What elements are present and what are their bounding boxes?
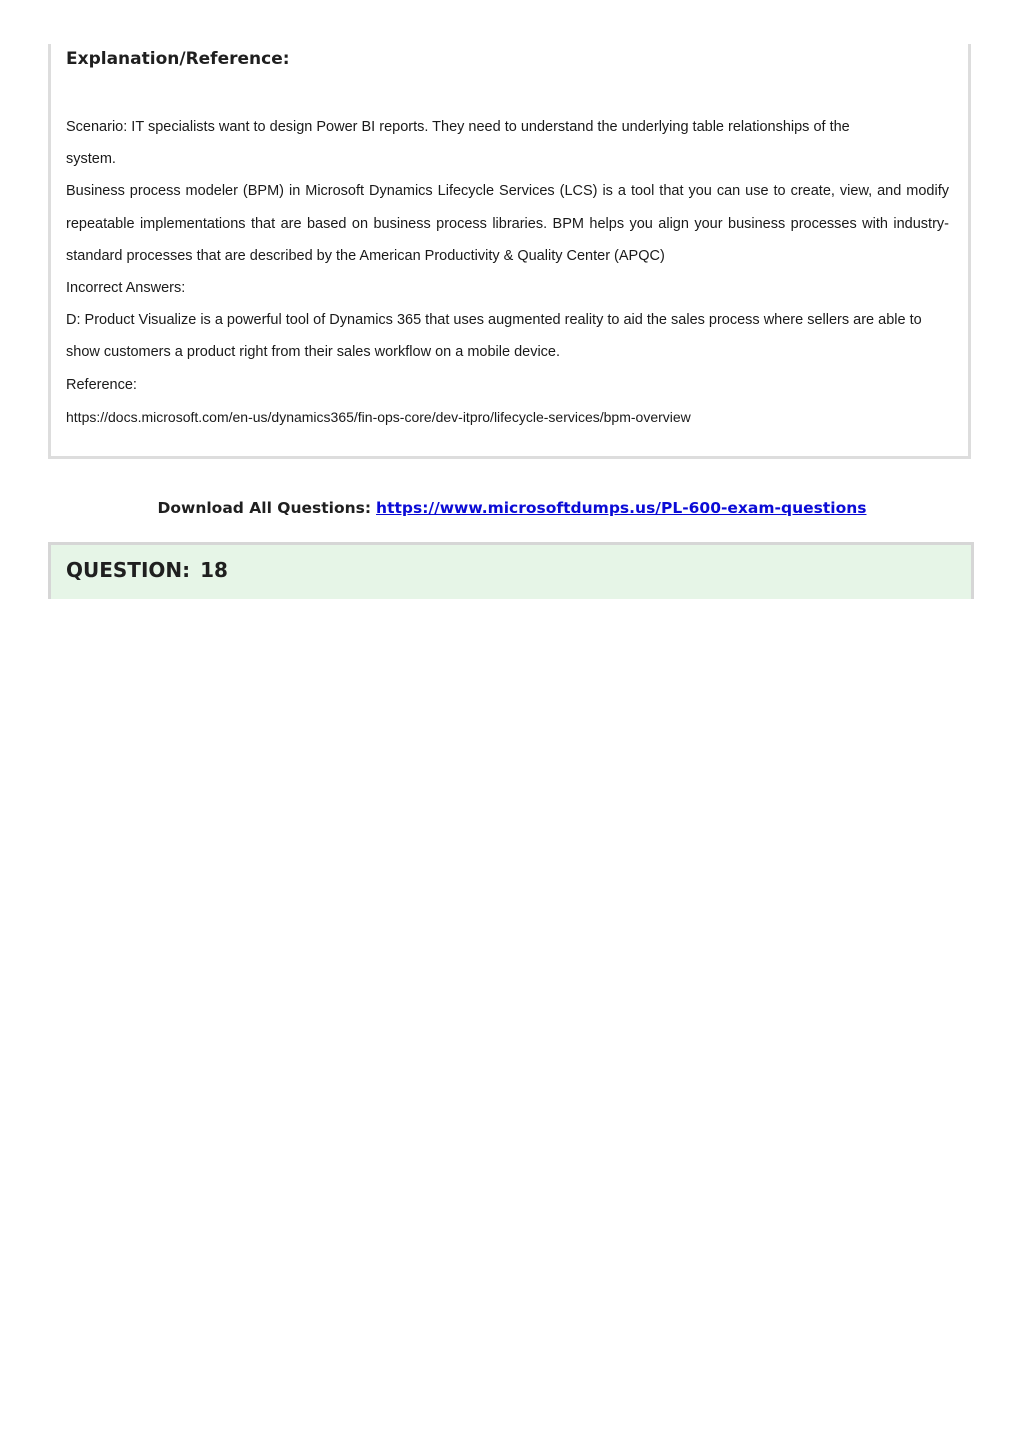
reference-url: https://docs.microsoft.com/en-us/dynamics365/fin-ops-core/dev-itpro/lifecycle-services/bpm-overview — [66, 408, 691, 425]
bpm-paragraph: Business process modeler (BPM) in Microsoft Dynamics Lifecycle Services (LCS) is a tool that you can use to create, view, and modify repeatable implementations that are based on business process libraries. BPM helps you align your business processes with industry-standard processes that are described by the American Productivity & Quality Center (APQC) — [66, 183, 949, 264]
reference-label: Reference: — [66, 376, 137, 393]
question-title: QUESTION: 18 — [66, 558, 228, 582]
scenario-text-line-1: Scenario: IT specialists want to design Power BI reports. They need to understand the underlying table relationships of the — [66, 119, 850, 135]
download-label: Download All Questions: — [157, 499, 372, 517]
download-all-questions — [0, 499, 1024, 517]
incorrect-answers-label: Incorrect Answers: — [66, 280, 186, 297]
explanation-title: Explanation/Reference: — [66, 49, 290, 69]
download-link[interactable]: https://www.microsoftdumps.us/PL-600-exam-questions — [376, 499, 867, 517]
explanation-box — [48, 44, 971, 459]
scenario-text-line-2: system. — [66, 151, 116, 168]
question-header — [48, 542, 974, 599]
option-d-explanation: D: Product Visualize is a powerful tool of Dynamics 365 that uses augmented reality to aid the sales process where sellers are able to show customers a product right from their sales workflow on a mobile device. — [66, 312, 922, 361]
explanation-body — [66, 111, 949, 433]
